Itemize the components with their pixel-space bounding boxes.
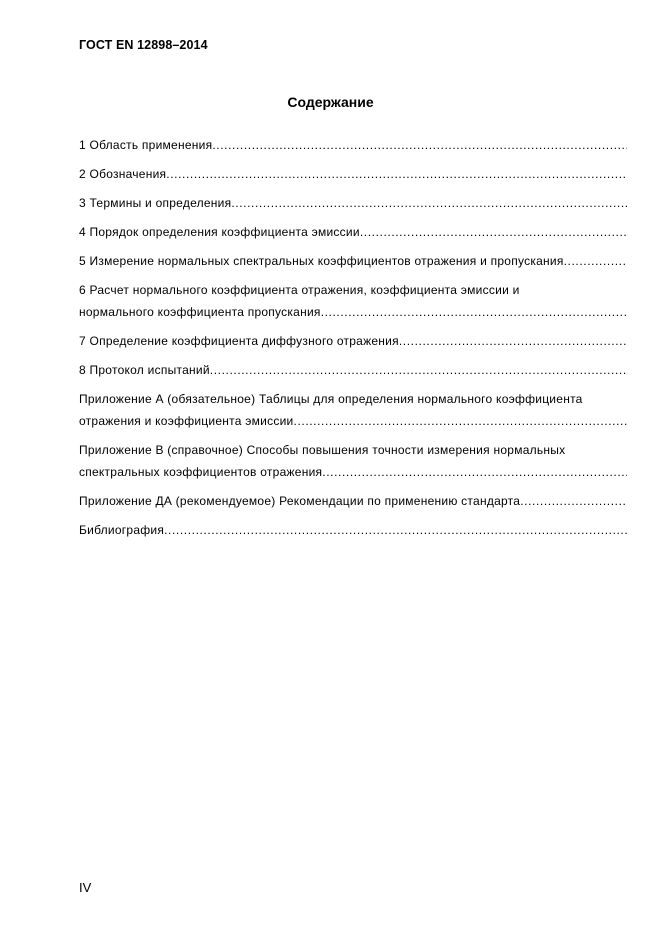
dot-leader: [231, 195, 627, 212]
toc-entry-text: 7 Определение коэффициента диффузного отражения: [79, 334, 399, 348]
dot-leader: [321, 304, 627, 321]
page-number: IV: [79, 880, 92, 895]
dot-leader: [360, 224, 627, 241]
toc-entry-text: 8 Протокол испытаний: [79, 363, 210, 377]
toc-entry-text: 5 Измерение нормальных спектральных коэффициентов отражения и пропускания: [79, 254, 564, 268]
toc-entry-text: 2 Обозначения: [79, 167, 167, 181]
dot-leader: [212, 137, 627, 154]
toc-entry-annex-a[interactable]: [79, 391, 627, 442]
toc-entry-text: 4 Порядок определения коэффициента эмиссии: [79, 225, 360, 239]
toc-entry-bibliography[interactable]: [79, 522, 627, 551]
dot-leader: [322, 464, 627, 481]
toc-entry-emissivity-procedure[interactable]: [79, 224, 627, 253]
dot-leader: [164, 522, 627, 539]
dot-leader: [564, 253, 627, 270]
toc-entry-text: Приложение В (справочное) Способы повышения точности измерения нормальных: [79, 443, 566, 457]
toc-entry-terms[interactable]: [79, 195, 627, 224]
toc-entry-spectral-measurement[interactable]: [79, 253, 627, 282]
toc-entry-text: 6 Расчет нормального коэффициента отражения, коэффициента эмиссии и: [79, 283, 520, 297]
table-of-contents: [79, 137, 627, 551]
toc-title: Содержание: [287, 94, 374, 110]
dot-leader: [399, 333, 627, 350]
toc-entry-text-continued: нормального коэффициента пропускания: [79, 305, 321, 319]
toc-entry-text: 3 Термины и определения: [79, 196, 232, 210]
document-code: ГОСТ EN 12898–2014: [79, 38, 208, 52]
toc-entry-symbols[interactable]: [79, 166, 627, 195]
dot-leader: [210, 362, 627, 379]
toc-entry-test-report[interactable]: [79, 362, 627, 391]
dot-leader: [294, 413, 627, 430]
toc-entry-annex-da[interactable]: [79, 493, 627, 522]
toc-entry-text: Приложение ДА (рекомендуемое) Рекомендации по применению стандарта: [79, 494, 521, 508]
toc-entry-text-continued: отражения и коэффициента эмиссии: [79, 414, 294, 428]
toc-entry-annex-b[interactable]: [79, 442, 627, 493]
toc-entry-text-continued: спектральных коэффициентов отражения: [79, 465, 323, 479]
dot-leader: [520, 493, 627, 510]
toc-entry-diffuse-reflectance[interactable]: [79, 333, 627, 362]
toc-entry-calculation[interactable]: [79, 282, 627, 333]
toc-entry-text: Библиография: [79, 523, 165, 537]
dot-leader: [166, 166, 627, 183]
toc-entry-text: Приложение А (обязательное) Таблицы для определения нормального коэффициента: [79, 392, 583, 406]
toc-entry-text: 1 Область применения: [79, 138, 213, 152]
toc-entry-scope[interactable]: [79, 137, 627, 166]
